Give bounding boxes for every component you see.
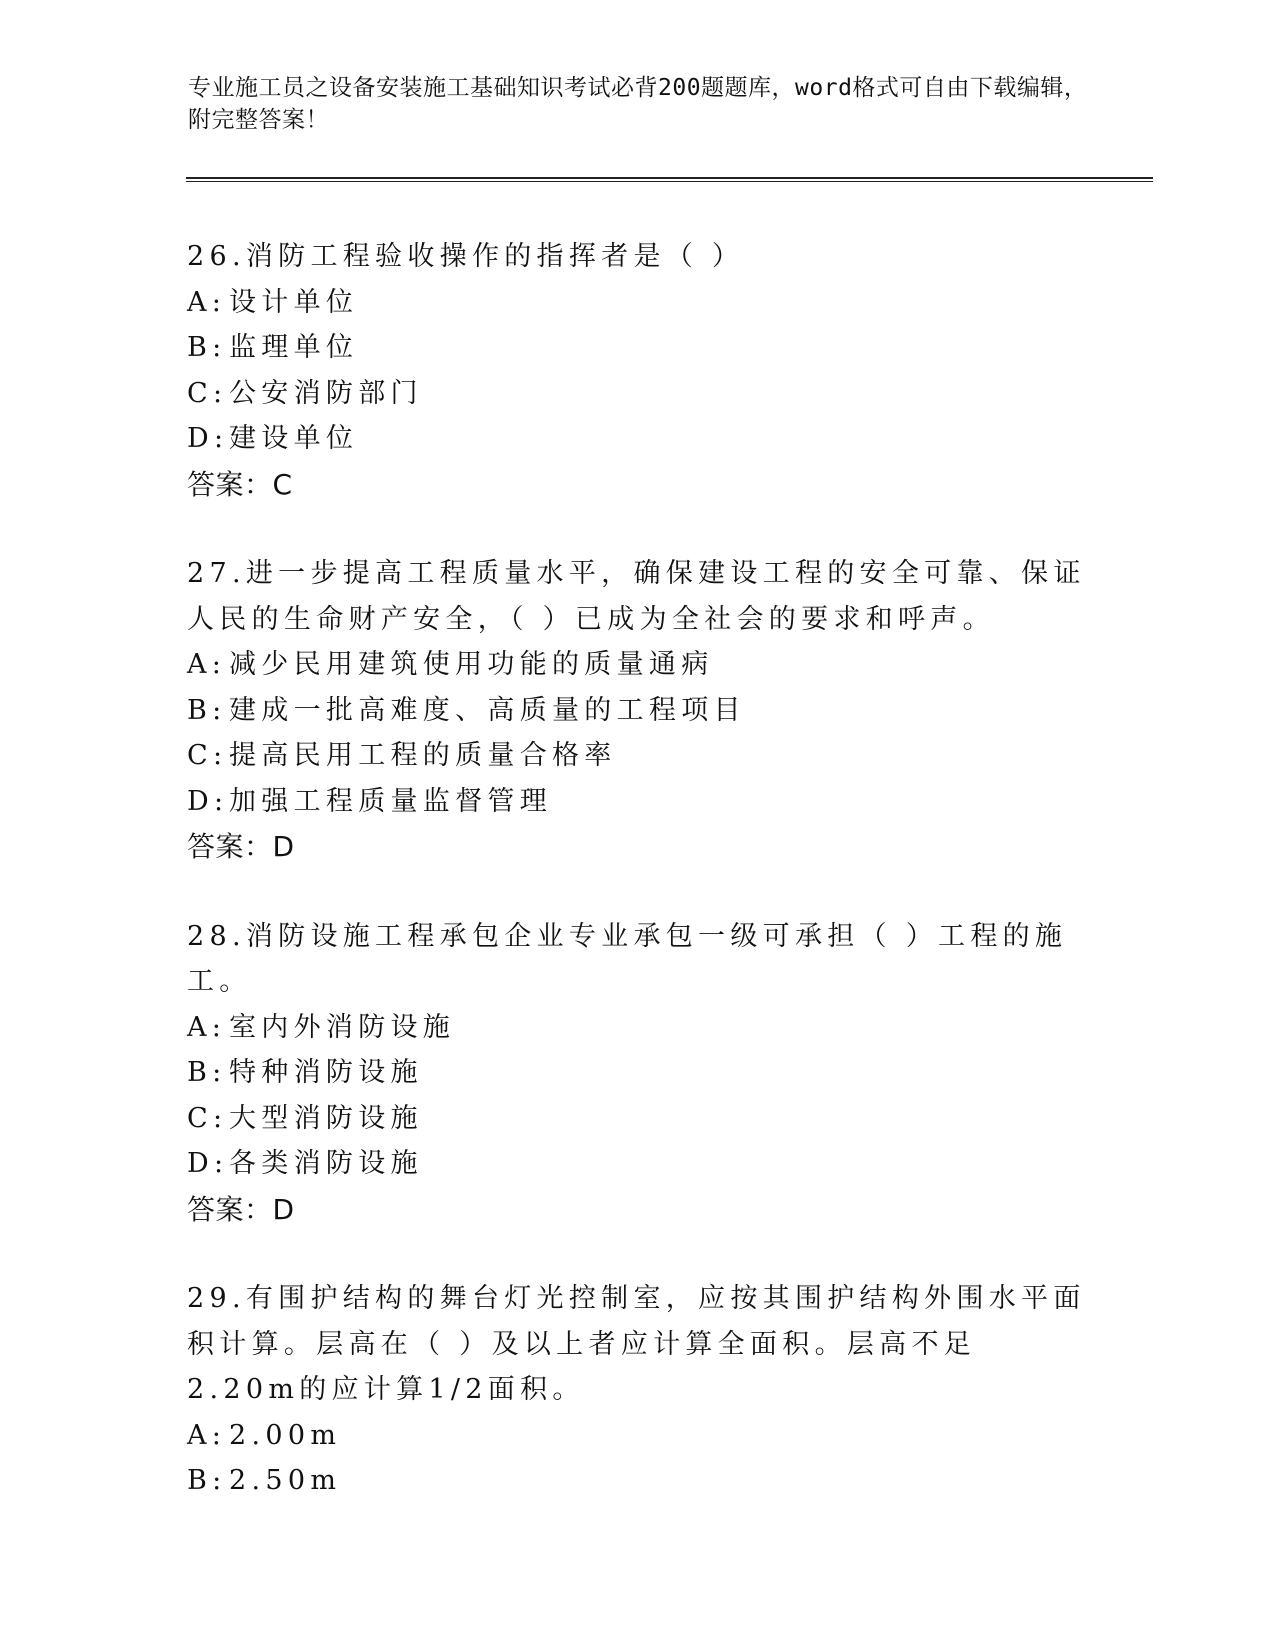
option-c <box>187 733 1087 779</box>
option-b <box>187 688 1087 734</box>
option-key: A: <box>187 1011 227 1043</box>
option-key: B: <box>187 1465 227 1496</box>
option-d <box>187 1141 1087 1187</box>
option-d <box>187 779 1087 825</box>
option-a <box>187 642 1087 688</box>
option-key: A: <box>187 286 227 318</box>
header-divider <box>186 177 1153 182</box>
option-b <box>187 1458 1087 1504</box>
question-29 <box>187 1276 1087 1504</box>
option-text: 提高民用工程的质量合格率 <box>229 740 617 771</box>
question-list <box>187 234 1087 1548</box>
option-key: A: <box>187 649 227 680</box>
question-text: 26.消防工程验收操作的指挥者是（ ） <box>187 241 745 272</box>
option-key: C: <box>187 1102 228 1134</box>
question-26 <box>187 234 1087 507</box>
option-text: 公安消防部门 <box>229 377 423 409</box>
option-text: 室内外消防设施 <box>229 1011 456 1043</box>
option-c <box>187 1096 1087 1142</box>
document-title: 专业施工员之设备安装施工基础知识考试必背200题题库，word格式可自由下载编辑，附完整答案！ <box>188 75 1088 133</box>
option-key: B: <box>187 332 227 363</box>
option-key: C: <box>187 740 228 771</box>
option-b <box>187 1050 1087 1096</box>
option-text: 减少民用建筑使用功能的质量通病 <box>229 649 714 680</box>
option-text: 加强工程质量监督管理 <box>229 785 552 817</box>
option-key: B: <box>187 1057 227 1088</box>
option-key: B: <box>187 694 227 726</box>
question-28 <box>187 914 1087 1233</box>
option-c <box>187 371 1087 417</box>
option-a <box>187 280 1087 326</box>
option-d <box>187 416 1087 462</box>
option-a <box>187 1413 1087 1459</box>
option-key: A: <box>187 1419 227 1451</box>
option-text: 监理单位 <box>229 332 359 363</box>
question-text: 28.消防设施工程承包企业专业承包一级可承担（ ）工程的施工。 <box>187 920 1068 997</box>
option-text: 2.50m <box>229 1465 342 1496</box>
option-text: 特种消防设施 <box>229 1057 423 1088</box>
option-key: D: <box>187 1148 229 1179</box>
option-key: C: <box>187 377 228 409</box>
question-text: 27.进一步提高工程质量水平，确保建设工程的安全可靠、保证人民的生命财产安全，（ ）已成为全社会的要求和呼声。 <box>187 558 1086 635</box>
option-text: 各类消防设施 <box>229 1148 423 1179</box>
question-text: 29.有围护结构的舞台灯光控制室，应按其围护结构外围水平面积计算。层高在（ ）及以上者应计算全面积。层高不足2.20m的应计算1/2面积。 <box>187 1283 1086 1405</box>
option-text: 建成一批高难度、高质量的工程项目 <box>229 694 746 726</box>
option-text: 设计单位 <box>229 286 359 318</box>
answer-text: 答案：D <box>187 830 295 863</box>
question-27 <box>187 551 1087 870</box>
option-text: 建设单位 <box>229 423 359 454</box>
option-text: 2.00m <box>229 1419 342 1451</box>
option-b <box>187 325 1087 371</box>
answer-text: 答案：C <box>187 467 293 501</box>
answer-text: 答案：D <box>187 1192 295 1226</box>
option-a <box>187 1005 1087 1051</box>
option-text: 大型消防设施 <box>229 1102 423 1134</box>
option-key: D: <box>187 785 229 817</box>
option-key: D: <box>187 423 229 454</box>
